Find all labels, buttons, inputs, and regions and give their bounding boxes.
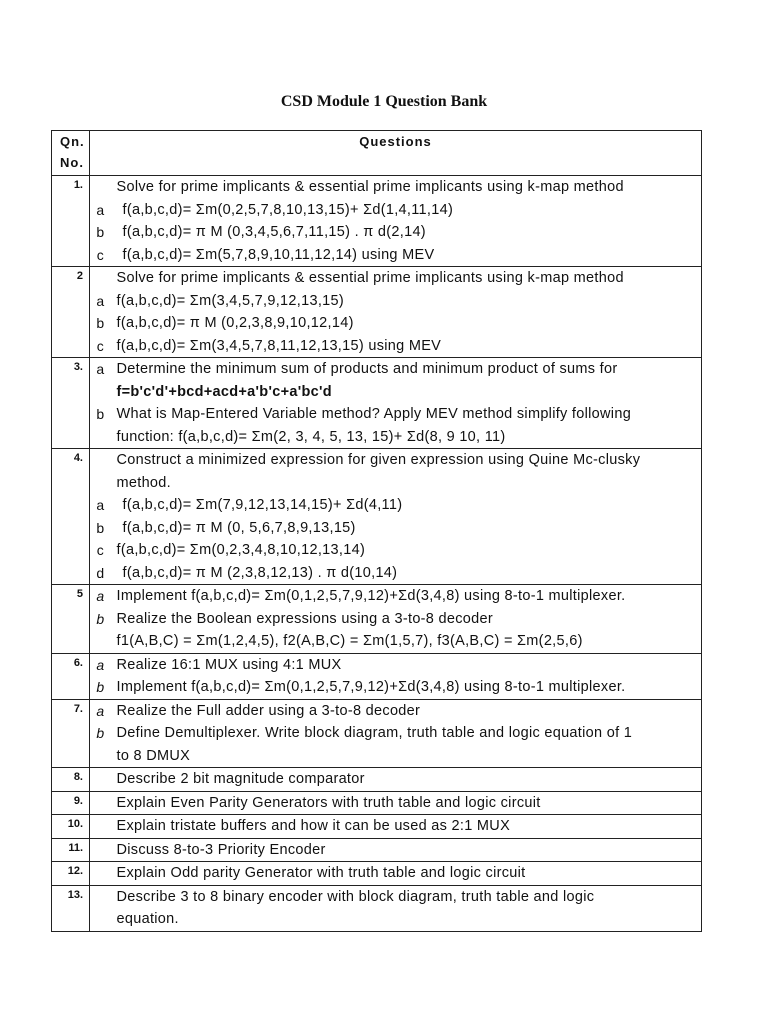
sub-labels-cell [90, 862, 111, 886]
sub-label: b [96, 315, 105, 331]
sub-labels-cell [90, 653, 111, 699]
sub-label [90, 381, 111, 404]
question-line: f(a,b,c,d)= π M (0,2,3,8,9,10,12,14) [116, 315, 354, 331]
question-line: f(a,b,c,d)= Σm(0,2,3,4,8,10,12,13,14) [116, 542, 366, 558]
question-line: Define Demultiplexer. Write block diagram, truth table and logic equation of 1 [116, 725, 633, 741]
table-row [52, 862, 702, 886]
question-line: f(a,b,c,d)= π M (2,3,8,12,13) . π d(10,14) [122, 564, 398, 581]
question-number: 5 [52, 585, 90, 654]
sub-labels-cell [90, 815, 111, 839]
sub-label [90, 745, 111, 768]
table-row [52, 885, 702, 931]
question-line: f=b'c'd'+bcd+acd+a'b'c+a'bc'd [116, 383, 332, 400]
sub-label [90, 886, 111, 909]
question-line: f(a,b,c,d)= π M (0, 5,6,7,8,9,13,15) [122, 519, 356, 536]
table-body [52, 176, 702, 932]
qn-no-header [52, 131, 90, 176]
question-line: Construct a minimized expression for given expression using Quine Mc-clusky [116, 452, 641, 468]
question-number: 7. [52, 699, 90, 768]
question-cell [111, 838, 702, 862]
question-number: 13. [52, 885, 90, 931]
sub-label: c [96, 337, 104, 354]
sub-labels-cell [90, 176, 111, 267]
question-line: Realize the Boolean expressions using a 3-to-8 decoder [116, 610, 494, 627]
question-cell [111, 768, 702, 792]
sub-label: a [96, 497, 105, 513]
question-line: f(a,b,c,d)= Σm(7,9,12,13,14,15)+ Σd(4,11) [122, 497, 403, 513]
sub-labels-cell [90, 791, 111, 815]
sub-label: d [96, 564, 105, 581]
question-line: to 8 DMUX [116, 747, 191, 764]
question-cell [111, 358, 702, 449]
question-number: 9. [52, 791, 90, 815]
table-row [52, 176, 702, 267]
table-row [52, 653, 702, 699]
question-line: method. [116, 474, 171, 491]
question-number: 4. [52, 449, 90, 585]
table-row [52, 791, 702, 815]
table-row [52, 449, 702, 585]
question-number: 2 [52, 267, 90, 358]
question-line: Solve for prime implicants & essential prime implicants using k-map method [116, 270, 624, 286]
page-title: CSD Module 1 Question Bank [280, 93, 488, 110]
sub-label [90, 815, 111, 838]
question-number: 1. [52, 176, 90, 267]
question-line: f(a,b,c,d)= Σm(3,4,5,7,8,11,12,13,15) using MEV [116, 337, 442, 354]
question-line: Implement f(a,b,c,d)= Σm(0,1,2,5,7,9,12)+Σd(3,4,8) using 8-to-1 multiplexer. [116, 679, 626, 695]
sub-label: b [96, 610, 105, 627]
table-row [52, 358, 702, 449]
question-line: f(a,b,c,d)= π M (0,3,4,5,6,7,11,15) . π d(2,14) [122, 224, 426, 240]
question-line: Describe 2 bit magnitude comparator [116, 771, 365, 787]
questions-header: Questions [90, 131, 702, 176]
sub-label: a [96, 588, 105, 604]
sub-label: c [96, 246, 104, 263]
question-line: What is Map-Entered Variable method? Apply MEV method simplify following [116, 406, 632, 422]
sub-labels-cell [90, 449, 111, 585]
sub-label: a [96, 201, 105, 218]
sub-label [90, 176, 111, 199]
sub-label [90, 630, 111, 653]
sub-label: b [96, 406, 105, 422]
sub-label: a [96, 656, 105, 673]
sub-labels-cell [90, 838, 111, 862]
sub-labels-cell [90, 358, 111, 449]
question-line: Determine the minimum sum of products and minimum product of sums for [116, 361, 618, 377]
question-cell [111, 885, 702, 931]
question-number: 8. [52, 768, 90, 792]
question-cell [111, 176, 702, 267]
table-row [52, 699, 702, 768]
question-number: 3. [52, 358, 90, 449]
question-cell [111, 815, 702, 839]
table-row [52, 585, 702, 654]
sub-label: b [96, 679, 105, 695]
sub-label [90, 426, 111, 449]
question-cell [111, 267, 702, 358]
sub-labels-cell [90, 699, 111, 768]
question-line: Describe 3 to 8 binary encoder with block diagram, truth table and logic [116, 888, 595, 905]
question-line: Realize the Full adder using a 3-to-8 decoder [116, 702, 421, 719]
sub-label [90, 449, 111, 472]
question-number: 11. [52, 838, 90, 862]
question-cell [111, 862, 702, 886]
question-cell [111, 791, 702, 815]
question-bank-table [51, 130, 702, 932]
question-line: Explain Odd parity Generator with truth table and logic circuit [116, 865, 526, 881]
sub-label [90, 839, 111, 862]
question-line: Explain Even Parity Generators with truth table and logic circuit [116, 794, 541, 811]
question-cell [111, 699, 702, 768]
question-number: 10. [52, 815, 90, 839]
question-number: 6. [52, 653, 90, 699]
table-row [52, 815, 702, 839]
qn-no-header-text: Qn. No. [60, 134, 85, 170]
sub-label: a [96, 292, 105, 309]
sub-labels-cell [90, 885, 111, 931]
sub-labels-cell [90, 585, 111, 654]
question-line: equation. [116, 911, 179, 927]
sub-label [90, 267, 111, 290]
question-line: Realize 16:1 MUX using 4:1 MUX [116, 656, 342, 673]
question-cell [111, 585, 702, 654]
question-line: Solve for prime implicants & essential prime implicants using k-map method [116, 179, 624, 195]
question-cell [111, 449, 702, 585]
sub-label: a [96, 361, 105, 377]
sub-labels-cell [90, 267, 111, 358]
table-row [52, 838, 702, 862]
sub-label [90, 472, 111, 495]
question-line: f(a,b,c,d)= Σm(3,4,5,7,9,12,13,15) [116, 292, 345, 309]
table-row [52, 768, 702, 792]
question-line: f1(A,B,C) = Σm(1,2,4,5), f2(A,B,C) = Σm(1,5,7), f3(A,B,C) = Σm(2,5,6) [116, 633, 583, 649]
table-row [52, 267, 702, 358]
sub-label: b [96, 519, 105, 536]
sub-label: b [96, 725, 105, 741]
question-line: f(a,b,c,d)= Σm(0,2,5,7,8,10,13,15)+ Σd(1,4,11,14) [122, 201, 454, 218]
question-line: Explain tristate buffers and how it can be used as 2:1 MUX [116, 818, 511, 834]
sub-label: b [96, 224, 105, 240]
sub-label [90, 862, 111, 885]
table-header-row [52, 131, 702, 176]
question-line: Discuss 8-to-3 Priority Encoder [116, 841, 326, 858]
question-cell [111, 653, 702, 699]
question-line: f(a,b,c,d)= Σm(5,7,8,9,10,11,12,14) using MEV [122, 246, 435, 263]
question-line: function: f(a,b,c,d)= Σm(2, 3, 4, 5, 13, 15)+ Σd(8, 9 10, 11) [116, 428, 506, 445]
sub-label [90, 792, 111, 815]
sub-label [90, 768, 111, 791]
sub-label: c [96, 542, 104, 558]
question-line: Implement f(a,b,c,d)= Σm(0,1,2,5,7,9,12)+Σd(3,4,8) using 8-to-1 multiplexer. [116, 588, 626, 604]
sub-labels-cell [90, 768, 111, 792]
sub-label [90, 908, 111, 931]
question-number: 12. [52, 862, 90, 886]
sub-label: a [96, 702, 105, 719]
